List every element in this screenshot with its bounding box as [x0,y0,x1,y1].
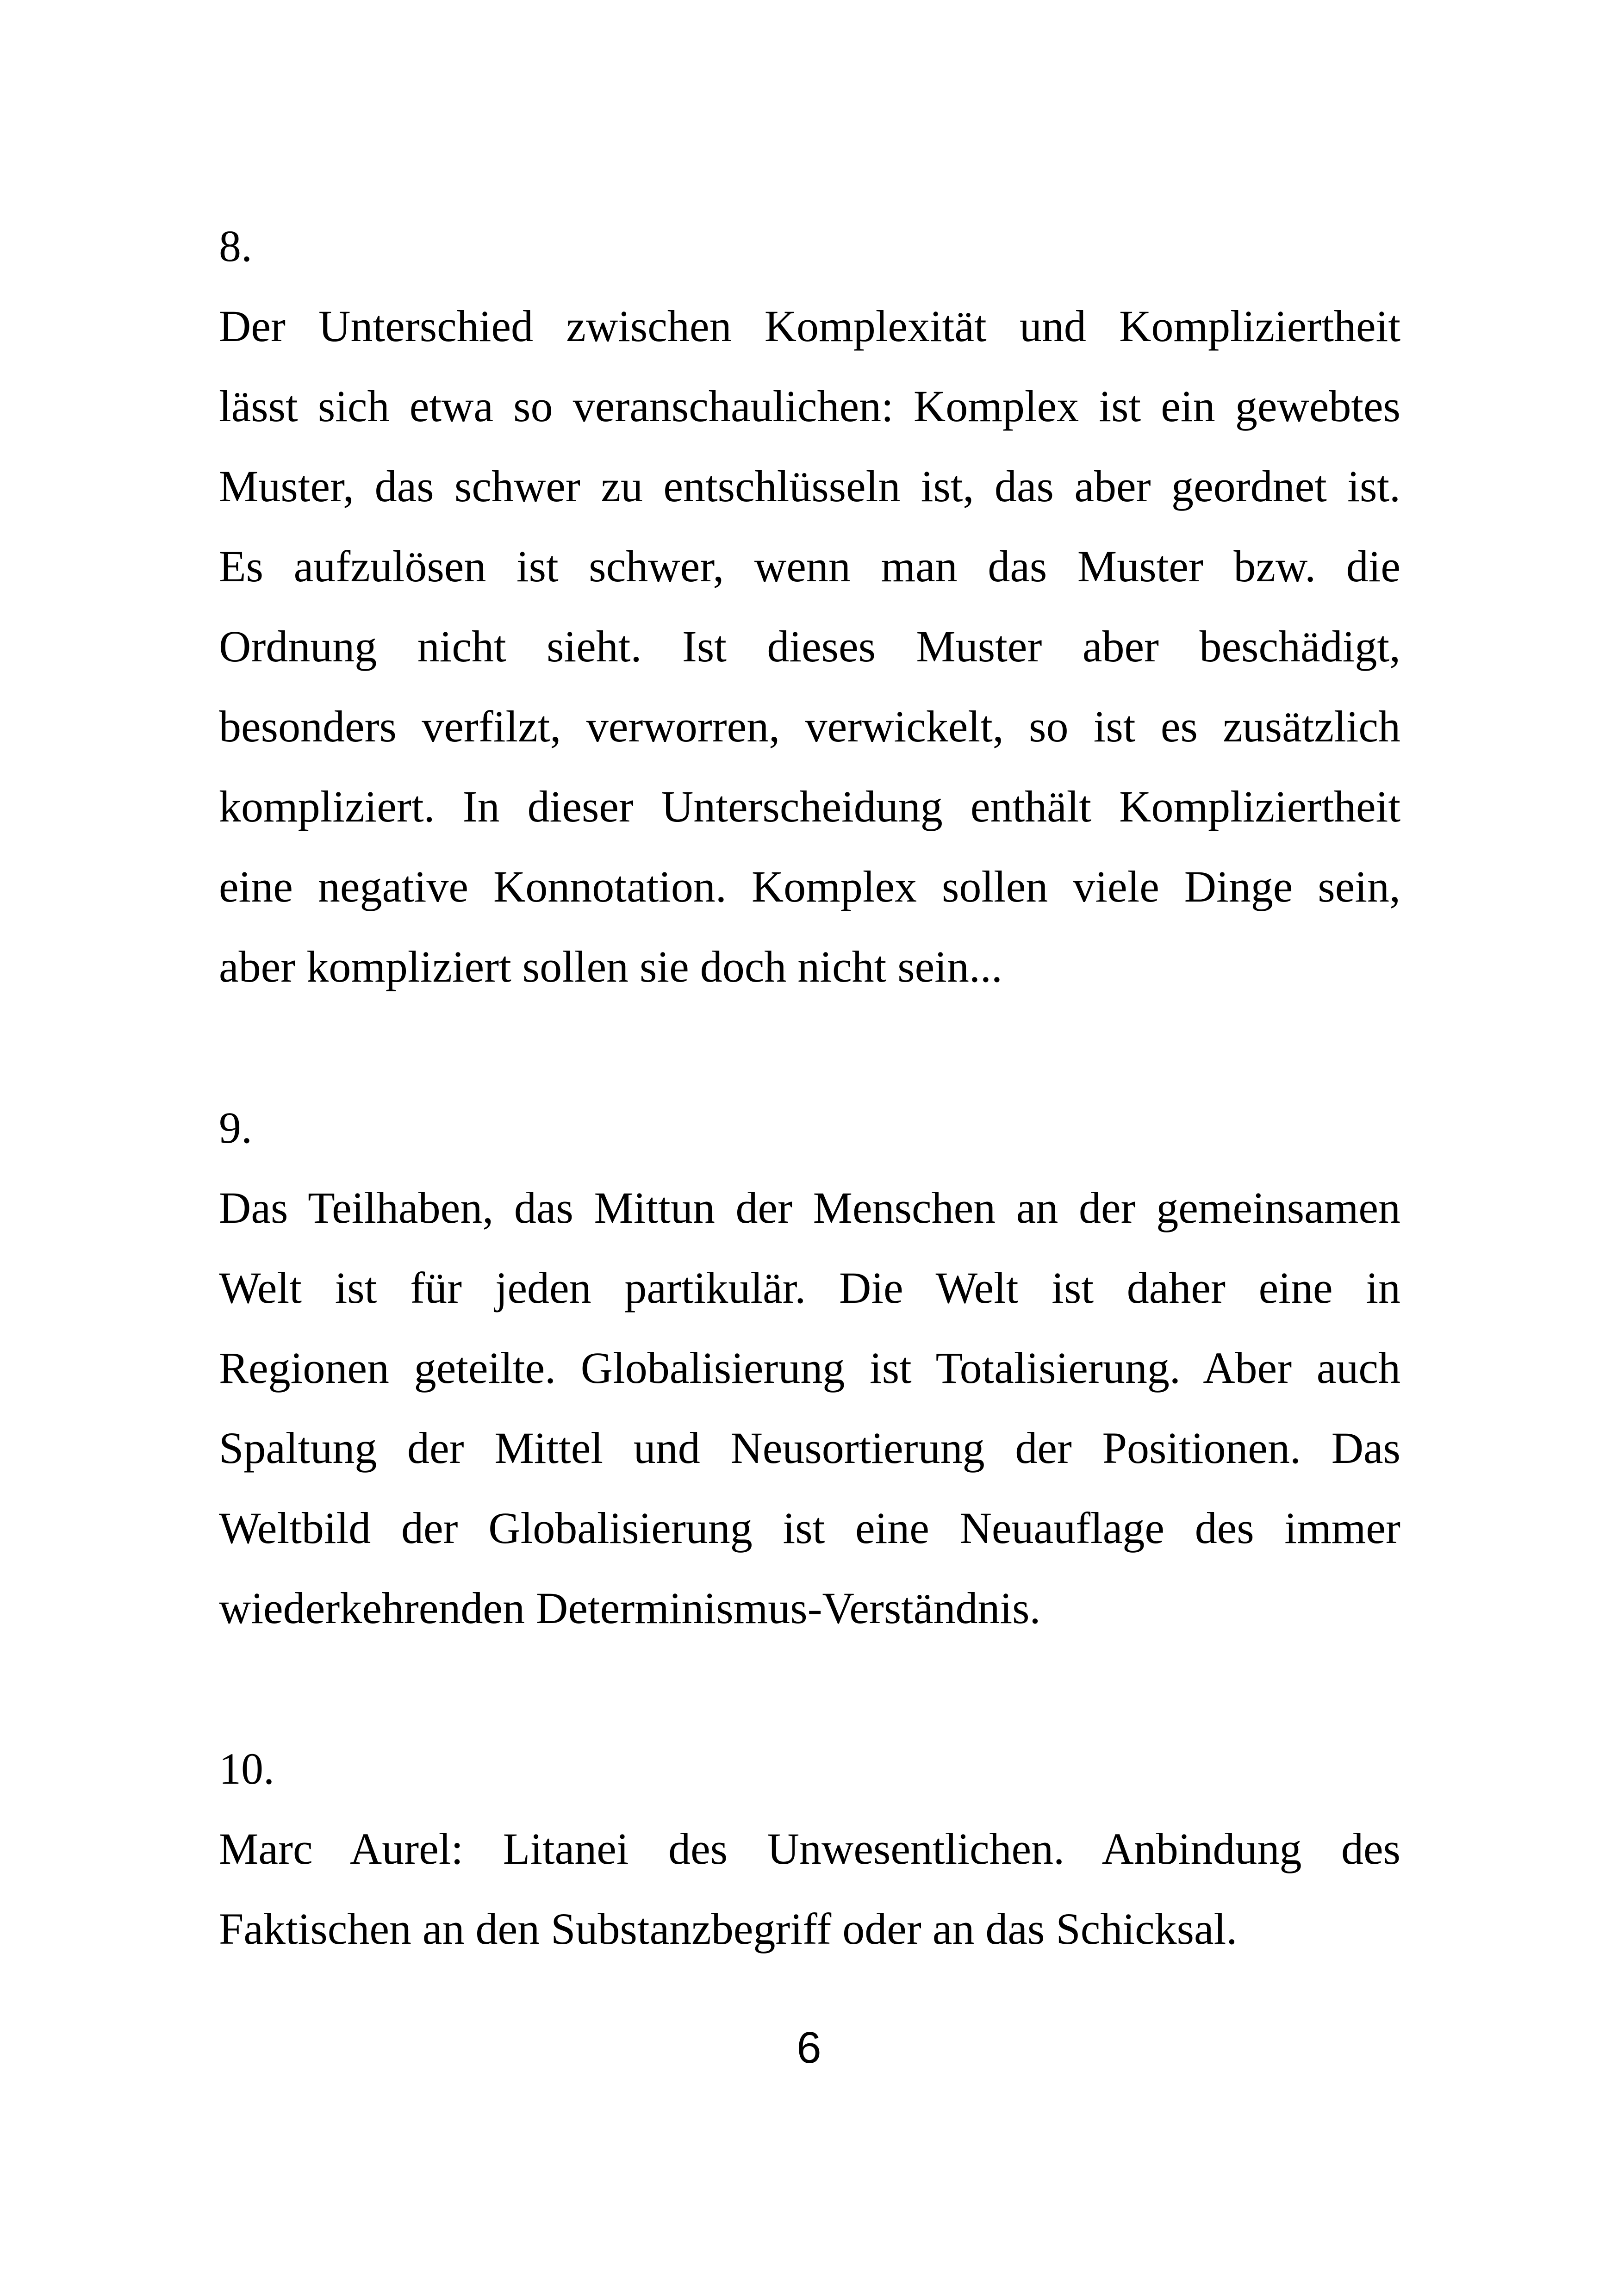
paragraph-line: besonders verfilzt, verworren, verwickelt, so ist es zusätzlich [219,702,1400,751]
paragraph-line: kompliziert. In dieser Unterscheidung enthält Kompliziertheit [219,782,1400,831]
paragraph-line: Regionen geteilte. Globalisierung ist Totalisierung. Aber auch [219,1343,1400,1393]
section-number-9: 9. [219,1103,252,1152]
paragraph-line: Spaltung der Mittel und Neusortierung der Positionen. Das [219,1423,1400,1473]
paragraph-line: Welt ist für jeden partikulär. Die Welt ist daher eine in [219,1263,1400,1313]
paragraph-line: lässt sich etwa so veranschaulichen: Komplex ist ein gewebtes [219,381,1400,431]
section-10-paragraph [219,1809,1400,1969]
paragraph-line: Muster, das schwer zu entschlüsseln ist, das aber geordnet ist. [219,461,1400,511]
paragraph-line: wiederkehrenden Determinismus-Verständnis. [219,1583,1041,1633]
paragraph-line: aber kompliziert sollen sie doch nicht sein... [219,942,1002,991]
section-8-paragraph [219,286,1400,1007]
section-9-paragraph [219,1168,1400,1648]
paragraph-line: Das Teilhaben, das Mittun der Menschen an der gemeinsamen [219,1183,1400,1232]
paragraph-line: Marc Aurel: Litanei des Unwesentlichen. Anbindung des [219,1824,1400,1873]
paragraph-line: Ordnung nicht sieht. Ist dieses Muster aber beschädigt, [219,622,1400,671]
paragraph-line: Faktischen an den Substanzbegriff oder an das Schicksal. [219,1904,1238,1954]
section-number-10: 10. [219,1744,274,1793]
section-number-8: 8. [219,221,252,271]
paragraph-line: Weltbild der Globalisierung ist eine Neuauflage des immer [219,1503,1400,1553]
paragraph-line: eine negative Konnotation. Komplex sollen viele Dinge sein, [219,862,1400,911]
paragraph-line: Der Unterschied zwischen Komplexität und Kompliziertheit [219,301,1400,351]
paragraph-line: Es aufzulösen ist schwer, wenn man das Muster bzw. die [219,541,1400,591]
page-number: 6 [797,2023,821,2072]
